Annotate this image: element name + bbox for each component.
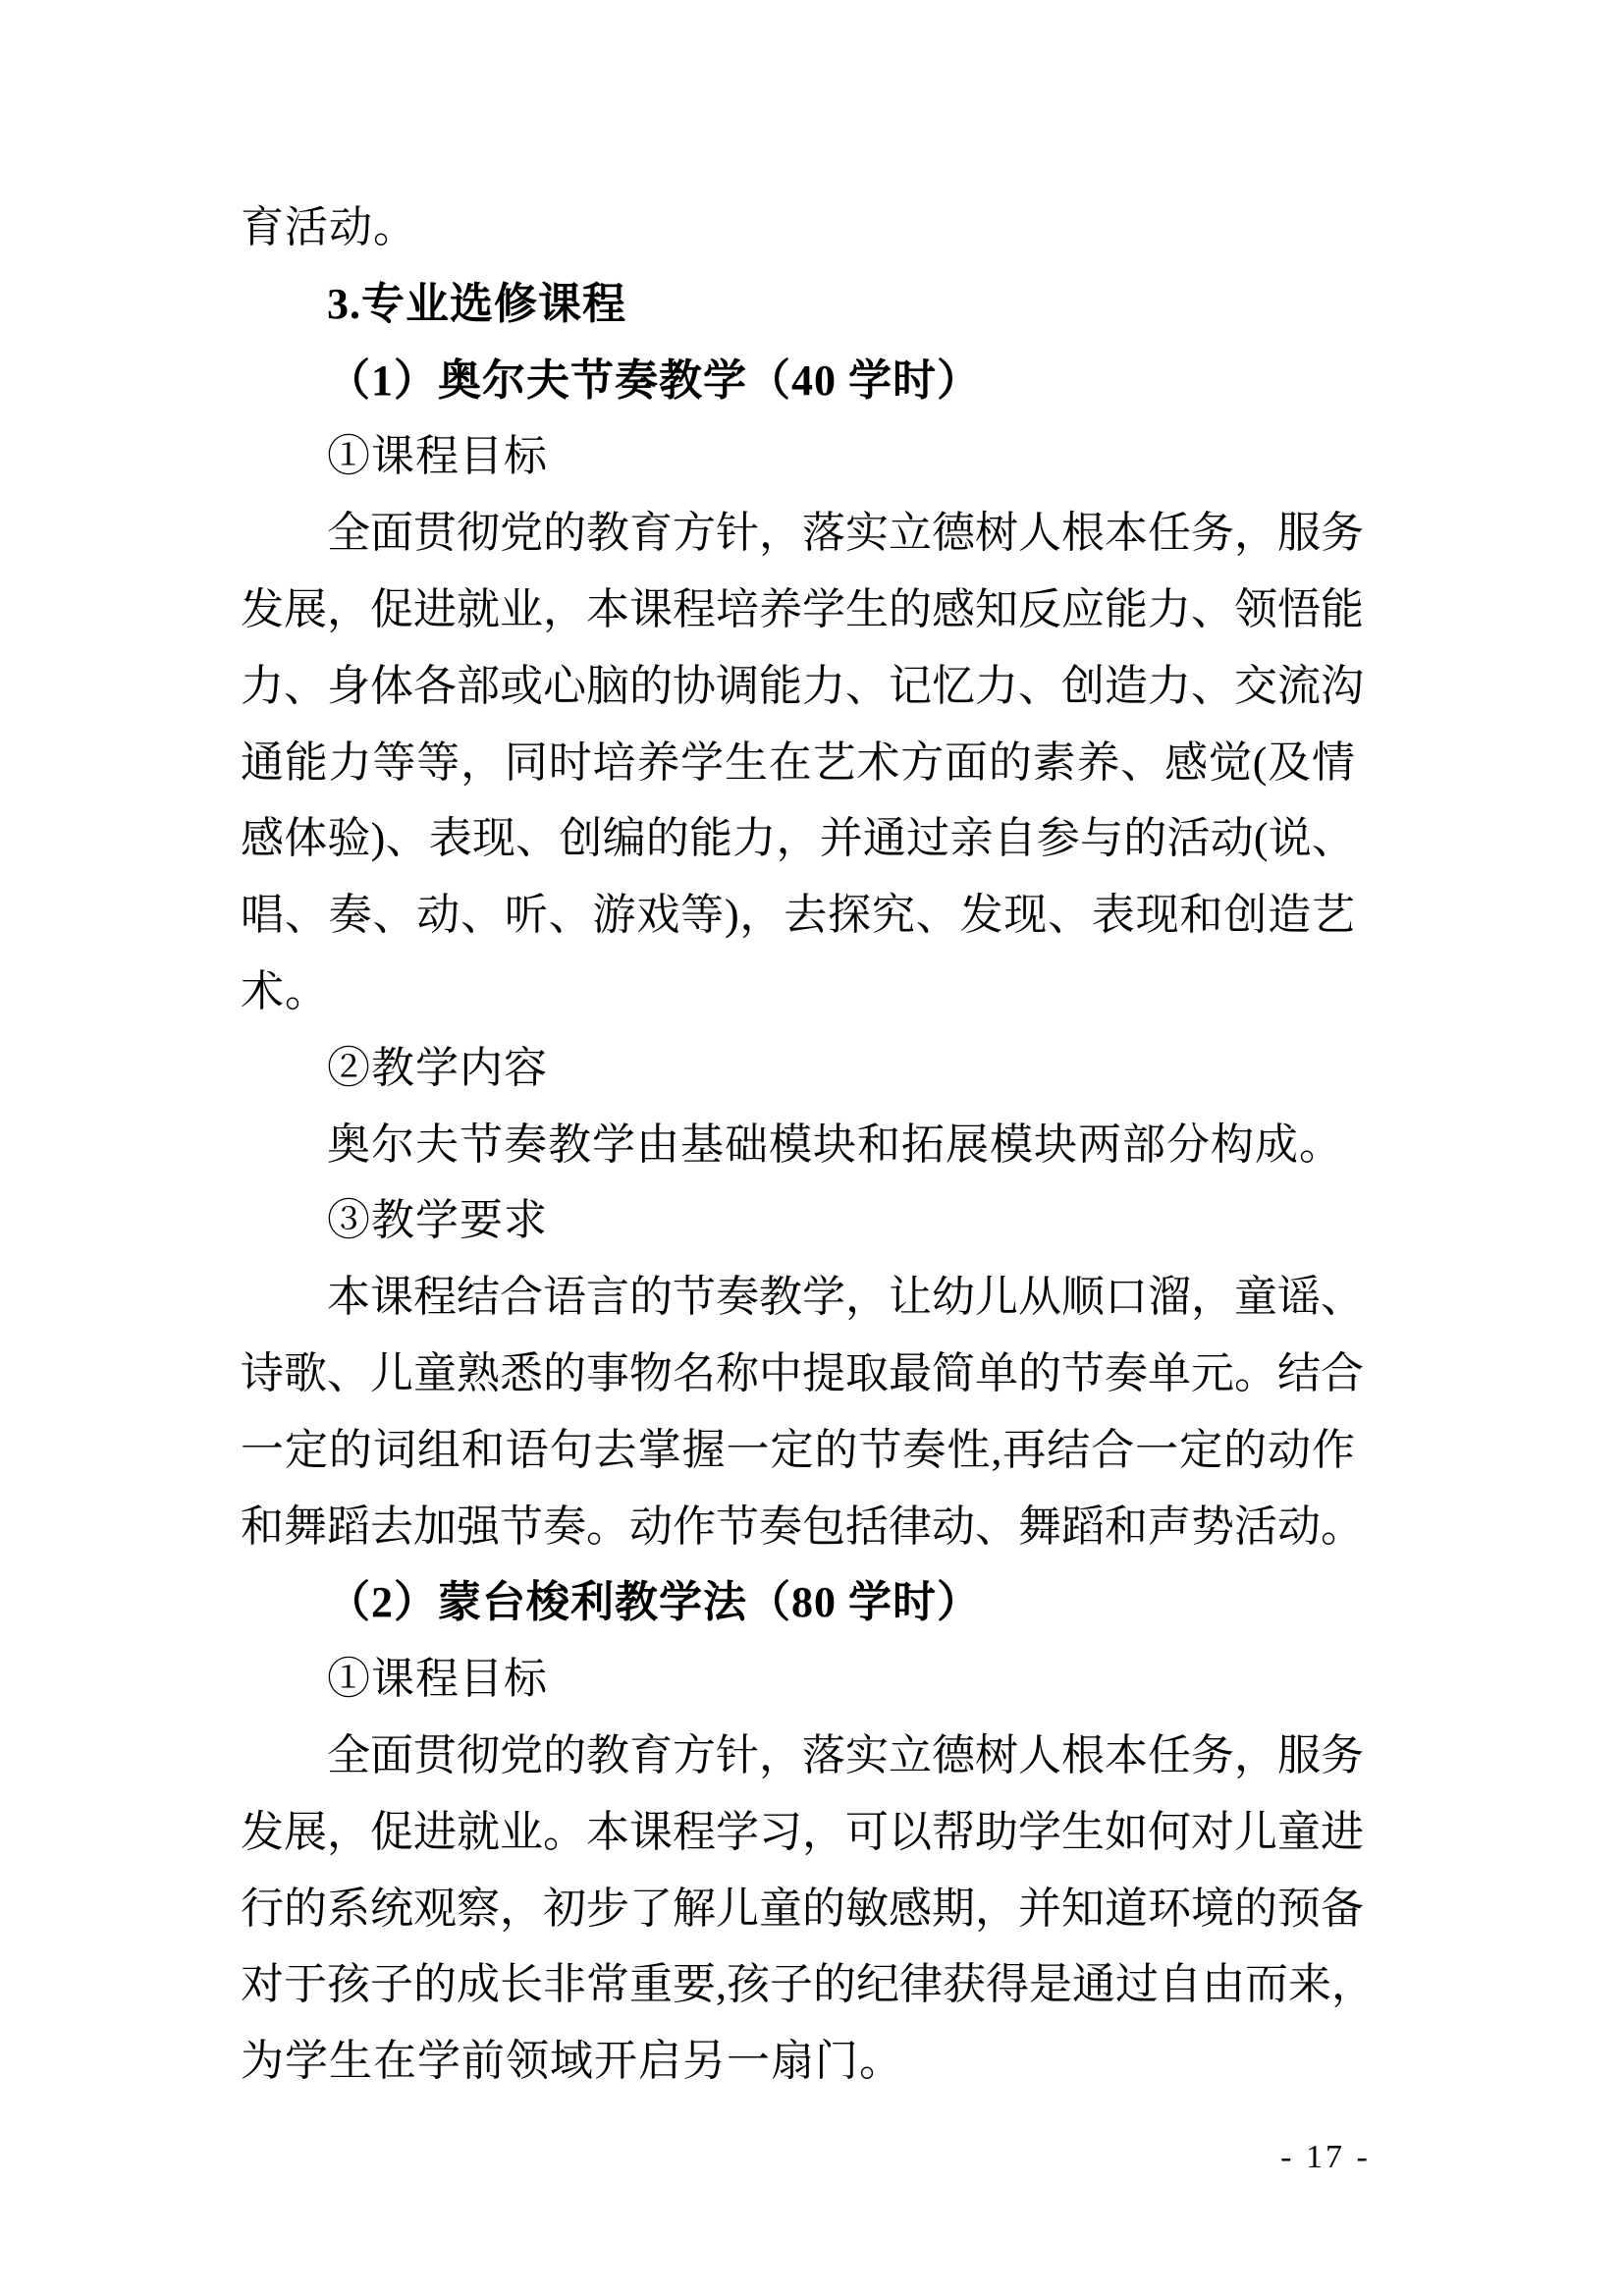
text-line: 全面贯彻党的教育方针，落实立德树人根本任务，服务 [327, 1730, 1364, 1779]
text-line: 力、身体各部或心脑的协调能力、记忆力、创造力、交流沟 [241, 661, 1364, 710]
text-line: 唱、奏、动、听、游戏等)，去探究、发现、表现和创造艺 [241, 891, 1355, 940]
document-body [241, 190, 1375, 2100]
page-number: - 17 - [1280, 2139, 1371, 2175]
section-heading: （1）奥尔夫节奏教学（40 学时） [327, 355, 981, 405]
text-line: 对于孩子的成长非常重要,孩子的纪律获得是通过自由而来， [241, 1960, 1375, 2009]
text-line: 术。 [241, 966, 329, 1015]
text-line: 发展，促进就业，本课程培养学生的感知反应能力、领悟能 [241, 584, 1364, 633]
text-line: 发展，促进就业。本课程学习，可以帮助学生如何对儿童进 [241, 1807, 1364, 1856]
text-line: 通能力等等，同时培养学生在艺术方面的素养、感觉(及情 [241, 738, 1355, 787]
text-line: 行的系统观察，初步了解儿童的敏感期，并知道环境的预备 [241, 1884, 1364, 1933]
text-line: 一定的词组和语句去掌握一定的节奏性,再结合一定的动作 [241, 1425, 1355, 1474]
text-line: 诗歌、儿童熟悉的事物名称中提取最简单的节奏单元。结合 [241, 1348, 1364, 1397]
sub-heading: ③教学要求 [327, 1196, 548, 1245]
text-line: 本课程结合语言的节奏教学，让幼儿从顺口溜，童谣、 [327, 1273, 1364, 1322]
text-line: 奥尔夫节奏教学由基础模块和拓展模块两部分构成。 [327, 1120, 1343, 1169]
section-heading: 3.专业选修课程 [327, 279, 626, 328]
text-line: 全面贯彻党的教育方针，落实立德树人根本任务，服务 [327, 509, 1364, 558]
sub-heading: ①课程目标 [327, 1655, 548, 1704]
sub-heading: ②教学内容 [327, 1043, 548, 1092]
sub-heading: ①课程目标 [327, 432, 548, 481]
section-heading: （2）蒙台梭利教学法（80 学时） [327, 1578, 981, 1627]
text-line: 感体验)、表现、创编的能力，并通过亲自参与的活动(说、 [241, 814, 1355, 863]
text-line: 育活动。 [241, 203, 417, 251]
text-line: 和舞蹈去加强节奏。动作节奏包括律动、舞蹈和声势活动。 [241, 1502, 1364, 1551]
text-line: 为学生在学前领域开启另一扇门。 [241, 2037, 903, 2086]
